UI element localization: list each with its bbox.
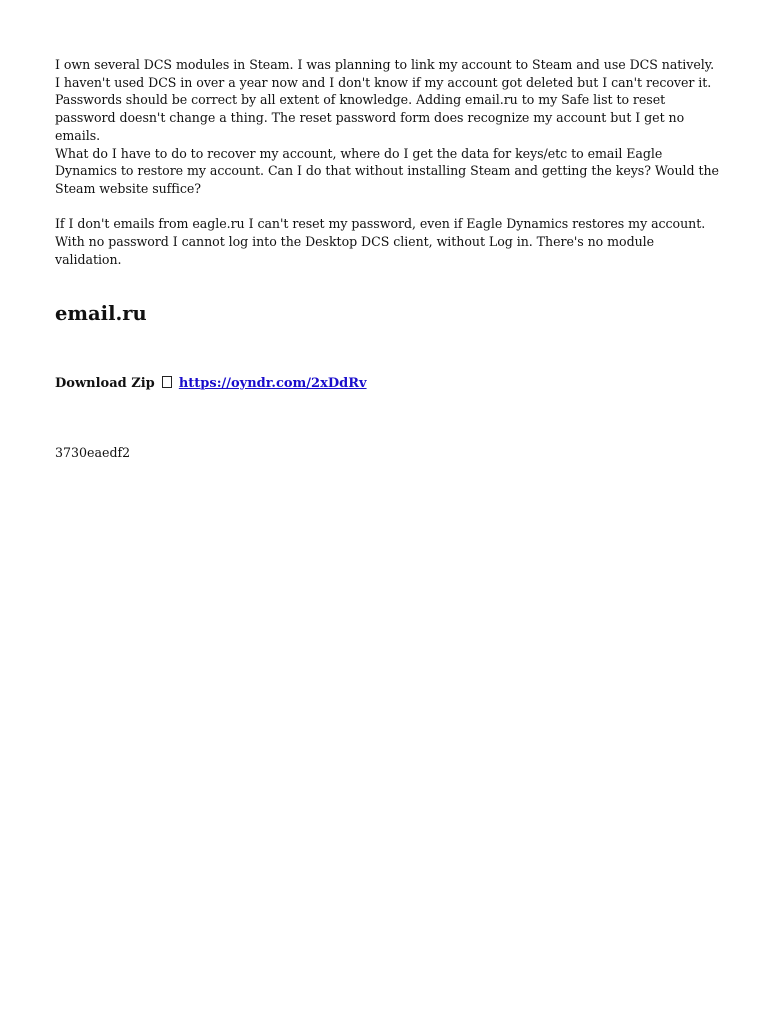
paragraph-1: I own several DCS modules in Steam. I was planning to link my account to Steam and use DCS natively. I haven't used DCS in over a year now and I don't know if my account got deleted but I can't recover it. <box>55 57 715 90</box>
paragraph-spacer <box>55 198 720 216</box>
download-label: Download Zip <box>55 376 155 391</box>
paragraph-2: Passwords should be correct by all extent of knowledge. Adding email.ru to my Safe list to reset password doesn't change a thing. The reset password form does recognize my account but I get no emails. <box>55 92 685 143</box>
download-line <box>55 376 367 391</box>
paragraph-4: If I don't emails from eagle.ru I can't reset my password, even if Eagle Dynamics restores my account. With no password I cannot log into the Desktop DCS client, without Log in. There's no module validation. <box>55 216 706 267</box>
hash-code-text: 3730eaedf2 <box>55 445 131 460</box>
missing-glyph-icon <box>162 376 172 388</box>
section-heading: email.ru <box>55 302 147 325</box>
download-link[interactable]: https://oyndr.com/2xDdRv <box>178 376 367 391</box>
document-page <box>55 56 720 460</box>
paragraph-3: What do I have to do to recover my account, where do I get the data for keys/etc to email Eagle Dynamics to restore my account. Can I do that without installing Steam and getting the keys? Would the Steam website suffice? <box>55 145 719 196</box>
